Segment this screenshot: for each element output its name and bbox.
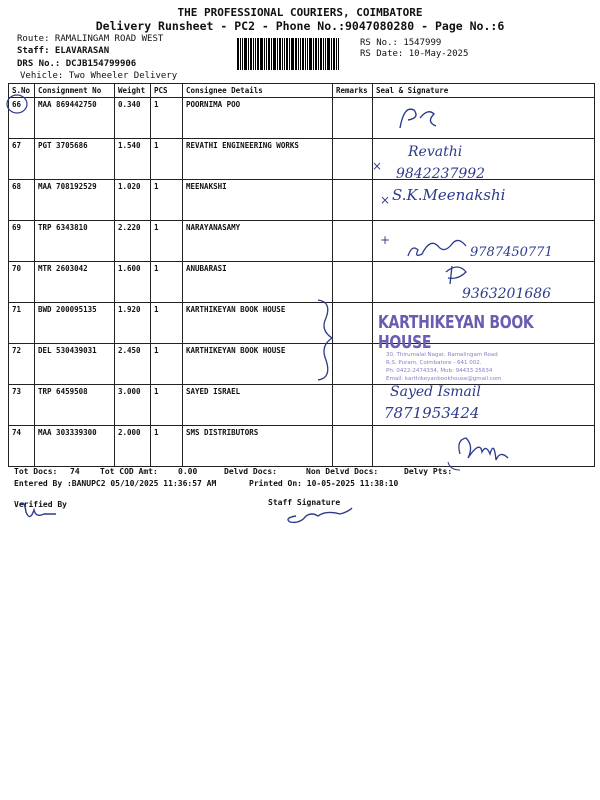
staff-signature-label: Staff Signature bbox=[268, 498, 341, 507]
barcode-bar bbox=[237, 38, 239, 70]
handwritten-phone-70: 9363201686 bbox=[462, 286, 552, 302]
header-seal-signature: Seal & Signature bbox=[373, 84, 595, 98]
header-remarks: Remarks bbox=[333, 84, 373, 98]
table-row bbox=[9, 180, 595, 221]
company-title: THE PROFESSIONAL COURIERS, COIMBATORE bbox=[177, 6, 423, 19]
plus-mark: + bbox=[380, 233, 391, 247]
barcode-bar bbox=[240, 38, 241, 70]
barcode-bar bbox=[242, 38, 243, 70]
stamp-email: Email: karthikeyanbookhouse@gmail.com bbox=[386, 376, 502, 382]
barcode-bar bbox=[305, 38, 306, 70]
cell-consignment: MAA 303339300 bbox=[35, 426, 115, 467]
cell-sno: 73 bbox=[9, 385, 35, 426]
barcode-bar bbox=[244, 38, 247, 70]
cell-pcs: 1 bbox=[151, 262, 183, 303]
cell-signature bbox=[373, 385, 595, 426]
cell-consignment: MTR 2603042 bbox=[35, 262, 115, 303]
entered-by: Entered By :BANUPC2 05/10/2025 11:36:57 AM bbox=[14, 479, 217, 488]
barcode-bar bbox=[248, 38, 249, 70]
vehicle-info: Vehicle: Two Wheeler Delivery bbox=[20, 71, 178, 81]
cell-consignee: POORNIMA POO bbox=[183, 98, 333, 139]
cell-consignment: MAA 869442750 bbox=[35, 98, 115, 139]
cell-pcs: 1 bbox=[151, 344, 183, 385]
cell-sno: 72 bbox=[9, 344, 35, 385]
header-consignment: Consignment No bbox=[35, 84, 115, 98]
cell-sno: 67 bbox=[9, 139, 35, 180]
cell-remarks bbox=[333, 385, 373, 426]
cell-weight: 2.220 bbox=[115, 221, 151, 262]
cell-consignee: MEENAKSHI bbox=[183, 180, 333, 221]
cell-remarks bbox=[333, 221, 373, 262]
cell-signature bbox=[373, 180, 595, 221]
cell-remarks bbox=[333, 344, 373, 385]
barcode-bar bbox=[255, 38, 256, 70]
table-header-row bbox=[9, 84, 595, 98]
printed-on: Printed On: 10-05-2025 11:38:10 bbox=[249, 479, 399, 488]
cell-remarks bbox=[333, 262, 373, 303]
barcode-bar bbox=[282, 38, 283, 70]
cell-consignment: MAA 708192529 bbox=[35, 180, 115, 221]
cell-weight: 3.000 bbox=[115, 385, 151, 426]
barcode-bar bbox=[323, 38, 324, 70]
stamp-phone: Ph: 0422-2474334, Mob: 94433 25634 bbox=[386, 368, 493, 374]
table-row bbox=[9, 139, 595, 180]
cell-weight: 1.600 bbox=[115, 262, 151, 303]
runsheet-table bbox=[8, 83, 595, 467]
rs-date: RS Date: 10-May-2025 bbox=[360, 49, 469, 59]
cell-sno: 71 bbox=[9, 303, 35, 344]
cross-mark: × bbox=[380, 193, 391, 207]
cell-pcs: 1 bbox=[151, 221, 183, 262]
cell-weight: 1.020 bbox=[115, 180, 151, 221]
barcode bbox=[237, 38, 351, 70]
barcode-bar bbox=[271, 38, 272, 70]
barcode-bar bbox=[291, 38, 294, 70]
company-stamp bbox=[378, 313, 578, 382]
cell-pcs: 1 bbox=[151, 139, 183, 180]
cell-consignee: SMS DISTRIBUTORS bbox=[183, 426, 333, 467]
cell-consignment: BWD 200095135 bbox=[35, 303, 115, 344]
barcode-bar bbox=[331, 38, 332, 70]
cell-weight: 2.000 bbox=[115, 426, 151, 467]
barcode-bar bbox=[277, 38, 278, 70]
barcode-bar bbox=[264, 38, 265, 70]
drs-info: DRS No.: DCJB154799906 bbox=[17, 59, 137, 69]
cell-remarks bbox=[333, 98, 373, 139]
barcode-bar bbox=[286, 38, 288, 70]
cell-pcs: 1 bbox=[151, 426, 183, 467]
barcode-bar bbox=[253, 38, 254, 70]
barcode-bar bbox=[289, 38, 290, 70]
cell-sno: 66 bbox=[9, 98, 35, 139]
cell-consignment: TRP 6459508 bbox=[35, 385, 115, 426]
cell-remarks bbox=[333, 303, 373, 344]
barcode-bar bbox=[325, 38, 326, 70]
handwritten-phone-67: 9842237992 bbox=[396, 166, 486, 182]
cell-weight: 0.340 bbox=[115, 98, 151, 139]
tot-docs-value: 74 bbox=[70, 467, 80, 476]
barcode-bar bbox=[300, 38, 301, 70]
table-row bbox=[9, 385, 595, 426]
barcode-bar bbox=[302, 38, 304, 70]
cross-mark: × bbox=[372, 159, 383, 173]
cell-consignee: ANUBARASI bbox=[183, 262, 333, 303]
cell-signature bbox=[373, 98, 595, 139]
tot-docs-label: Tot Docs: bbox=[14, 467, 58, 476]
cell-remarks bbox=[333, 180, 373, 221]
tot-cod-label: Tot COD Amt: bbox=[100, 467, 158, 476]
delvy-pts-label: Delvy Pts: bbox=[404, 467, 453, 476]
cell-consignee: KARTHIKEYAN BOOK HOUSE bbox=[183, 303, 333, 344]
cell-weight: 2.450 bbox=[115, 344, 151, 385]
cell-consignee: KARTHIKEYAN BOOK HOUSE bbox=[183, 344, 333, 385]
barcode-bar bbox=[284, 38, 285, 70]
header-pcs: PCS bbox=[151, 84, 183, 98]
table-row bbox=[9, 98, 595, 139]
cell-pcs: 1 bbox=[151, 303, 183, 344]
cell-consignee: SAYED ISRAEL bbox=[183, 385, 333, 426]
rs-number: RS No.: 1547999 bbox=[360, 38, 442, 48]
handwritten-name-73: Sayed Ismail bbox=[390, 384, 481, 400]
header-sno: S.No bbox=[9, 84, 35, 98]
cell-consignment: PGT 3705686 bbox=[35, 139, 115, 180]
barcode-bar bbox=[295, 38, 297, 70]
handwritten-phone-73: 7871953424 bbox=[384, 404, 480, 422]
non-delvd-docs-label: Non Delvd Docs: bbox=[306, 467, 379, 476]
cell-consignment: TRP 6343810 bbox=[35, 221, 115, 262]
cell-signature bbox=[373, 262, 595, 303]
barcode-bar bbox=[333, 38, 335, 70]
header-consignee: Consignee Details bbox=[183, 84, 333, 98]
route-info: Route: RAMALINGAM ROAD WEST bbox=[17, 34, 164, 44]
barcode-bar bbox=[266, 38, 267, 70]
tot-cod-value: 0.00 bbox=[178, 467, 198, 476]
stamp-name: KARTHIKEYAN BOOK HOUSE bbox=[378, 313, 534, 353]
table-row bbox=[9, 426, 595, 467]
cell-remarks bbox=[333, 139, 373, 180]
barcode-bar bbox=[268, 38, 270, 70]
cell-sno: 69 bbox=[9, 221, 35, 262]
verified-by-label: Verified By bbox=[14, 500, 67, 509]
cell-sno: 70 bbox=[9, 262, 35, 303]
barcode-bar bbox=[279, 38, 281, 70]
barcode-bar bbox=[320, 38, 322, 70]
runsheet-subtitle: Delivery Runsheet - PC2 - Phone No.:9047080280 - Page No.:6 bbox=[95, 19, 505, 33]
barcode-bar bbox=[315, 38, 317, 70]
handwritten-name-67: Revathi bbox=[408, 144, 463, 160]
header-weight: Weight bbox=[115, 84, 151, 98]
cell-consignment: DEL 530439031 bbox=[35, 344, 115, 385]
cell-signature bbox=[373, 426, 595, 467]
barcode-bar bbox=[313, 38, 314, 70]
cell-sno: 68 bbox=[9, 180, 35, 221]
handwritten-phone-69: 9787450771 bbox=[470, 245, 553, 260]
barcode-bar bbox=[257, 38, 259, 70]
barcode-bar bbox=[273, 38, 276, 70]
barcode-bar bbox=[307, 38, 308, 70]
cell-signature bbox=[373, 221, 595, 262]
barcode-bar bbox=[336, 38, 337, 70]
staff-signature bbox=[288, 508, 352, 522]
stamp-address-2: R.S. Puram, Coimbatore - 641 002. bbox=[386, 360, 482, 366]
barcode-bar bbox=[250, 38, 252, 70]
cell-remarks bbox=[333, 426, 373, 467]
cell-consignee: NARAYANASAMY bbox=[183, 221, 333, 262]
delvd-docs-label: Delvd Docs: bbox=[224, 467, 277, 476]
cell-pcs: 1 bbox=[151, 98, 183, 139]
handwritten-sign-68: S.K.Meenakshi bbox=[392, 186, 506, 204]
cell-consignee: REVATHI ENGINEERING WORKS bbox=[183, 139, 333, 180]
cell-sno: 74 bbox=[9, 426, 35, 467]
cell-weight: 1.920 bbox=[115, 303, 151, 344]
table-row bbox=[9, 221, 595, 262]
barcode-bar bbox=[260, 38, 263, 70]
cell-pcs: 1 bbox=[151, 385, 183, 426]
stamp-address-1: 30, Thirumalai Nagar, Ramalingam Road bbox=[386, 352, 498, 358]
table-row bbox=[9, 262, 595, 303]
barcode-bar bbox=[309, 38, 312, 70]
cell-weight: 1.540 bbox=[115, 139, 151, 180]
barcode-bar bbox=[327, 38, 330, 70]
cell-pcs: 1 bbox=[151, 180, 183, 221]
barcode-bar bbox=[338, 38, 339, 70]
barcode-bar bbox=[298, 38, 299, 70]
barcode-bar bbox=[318, 38, 319, 70]
staff-info: Staff: ELAVARASAN bbox=[17, 46, 110, 56]
cell-signature bbox=[373, 139, 595, 180]
